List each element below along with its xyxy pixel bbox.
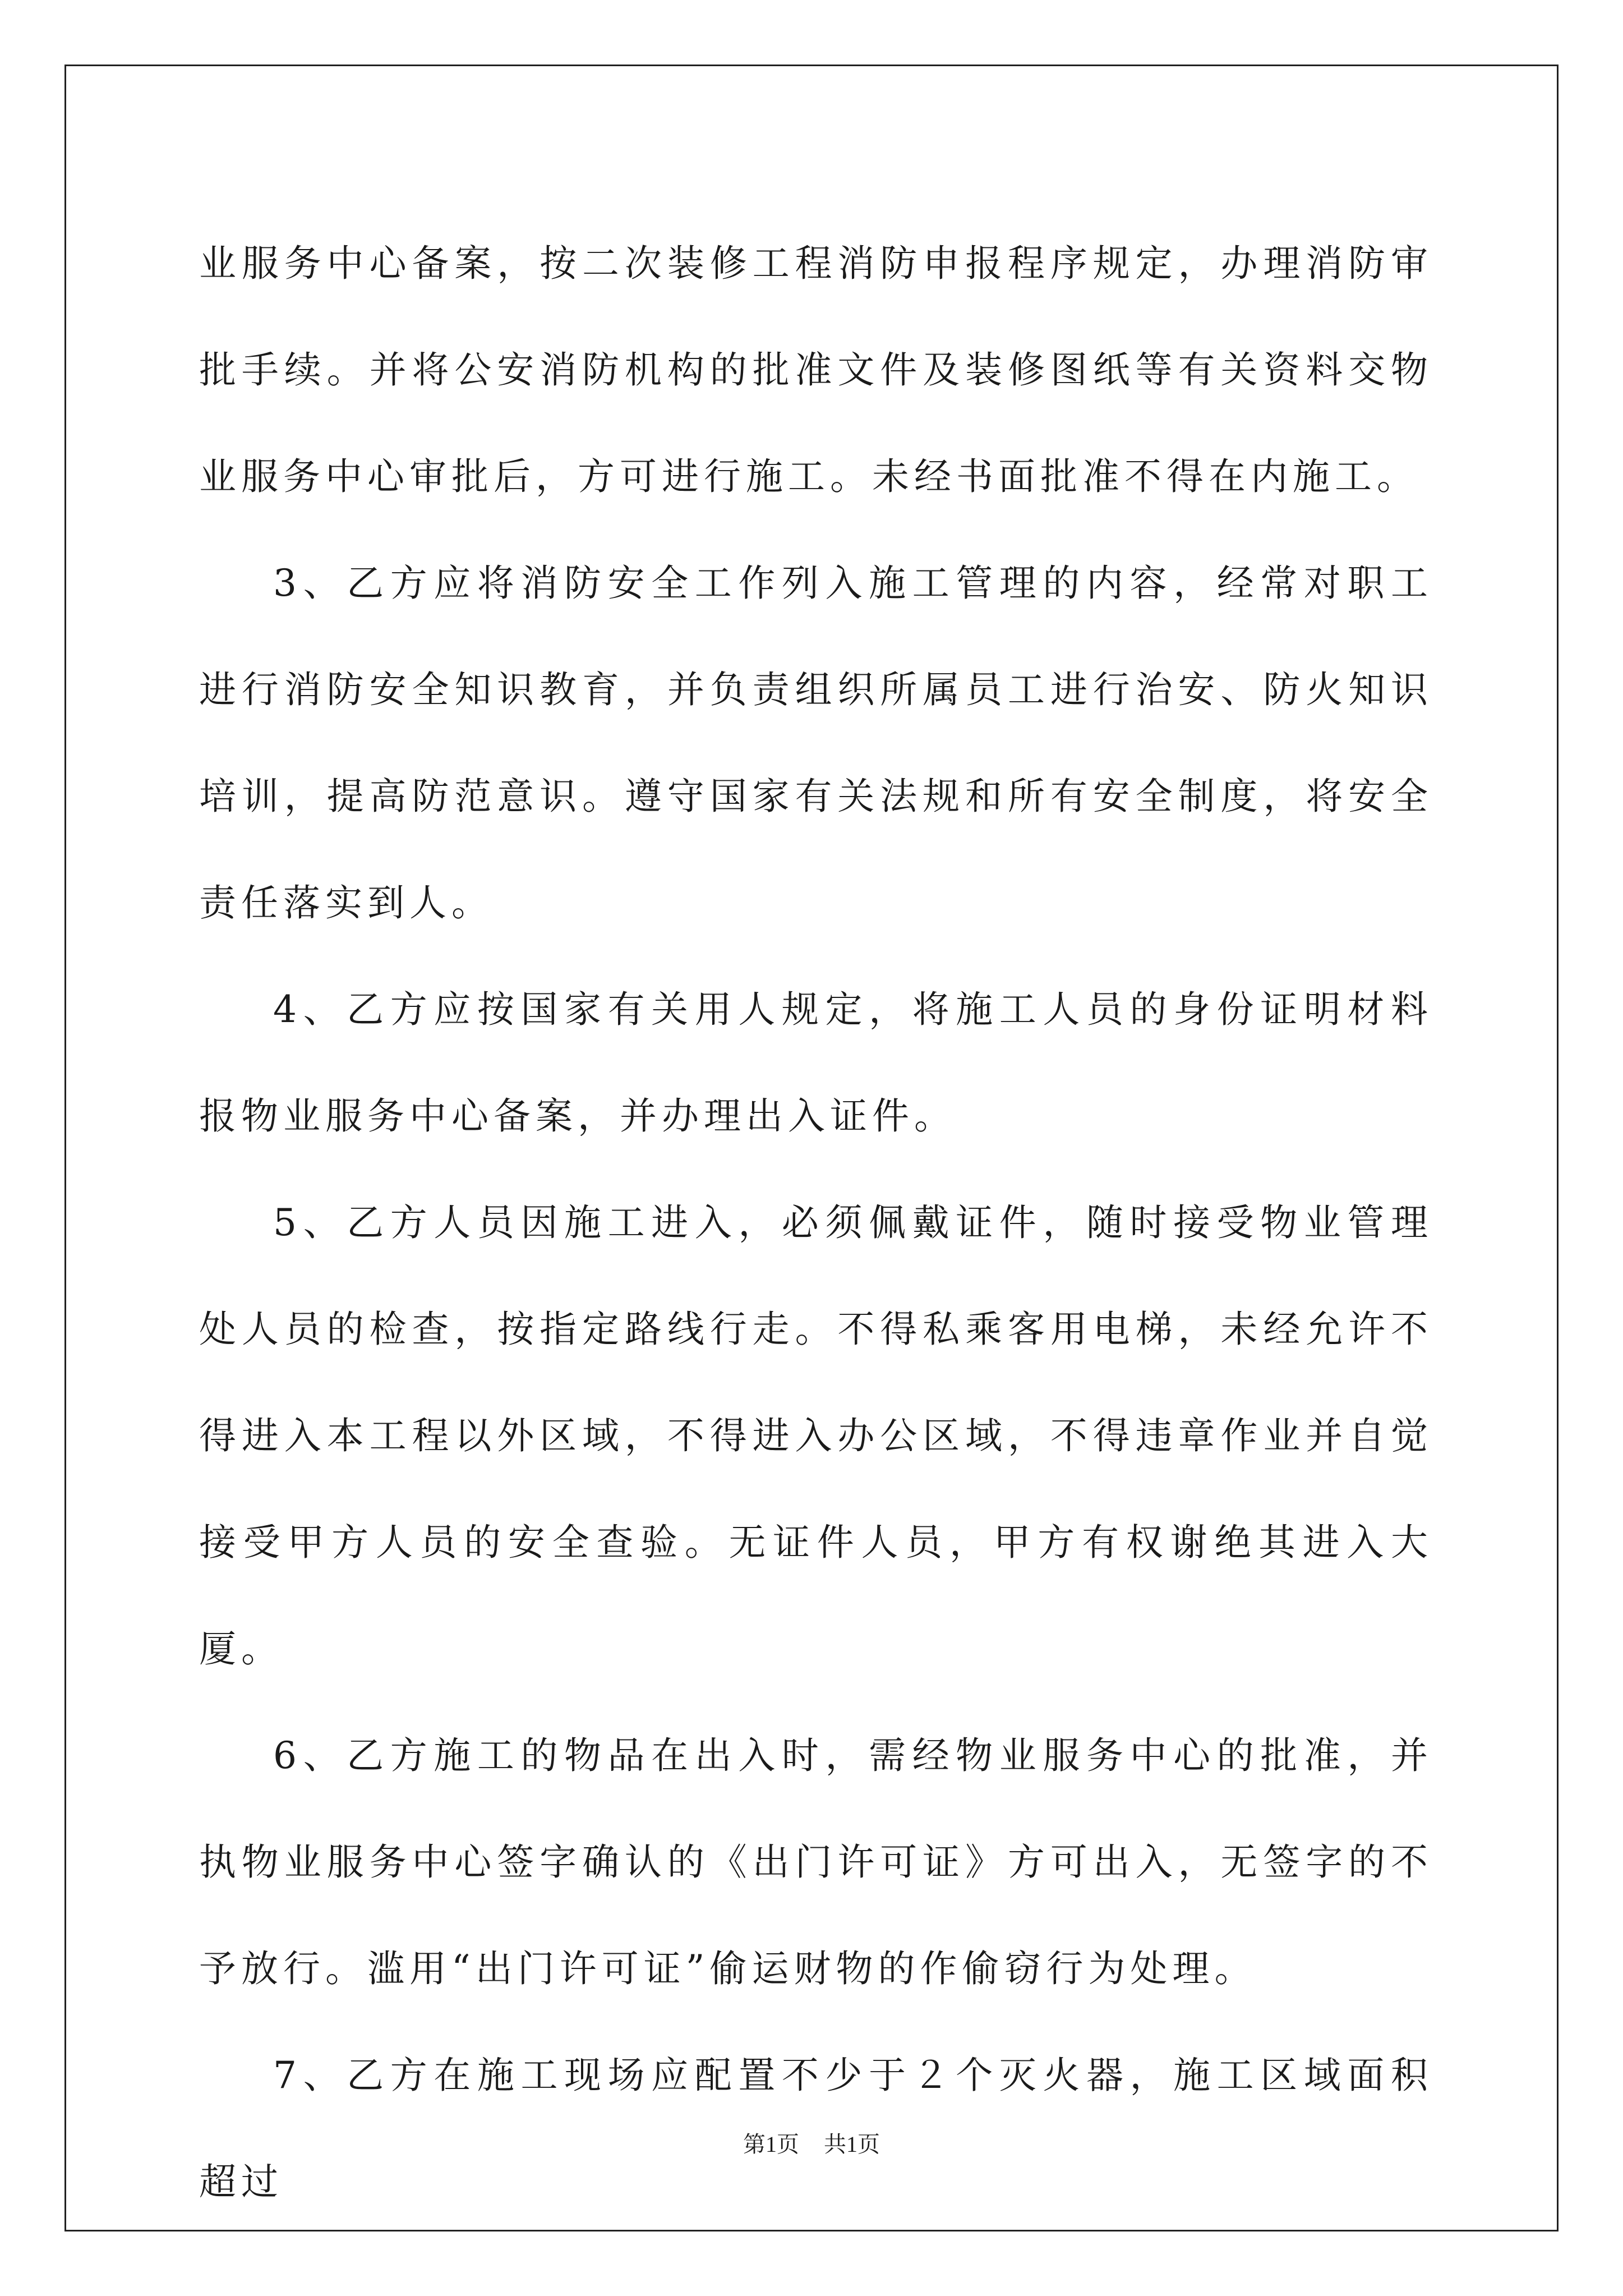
page-footer <box>0 2131 1623 2159</box>
paragraph-item-7: 7、乙方在施工现场应配置不少于２个灭火器，施工区域面积超过 <box>199 2054 1433 2203</box>
paragraph-continuation: 业服务中心备案，按二次装修工程消防申报程序规定，办理消防审批手续。并将公安消防机构的批准文件及装修图纸等有关资料交物业服务中心审批后，方可进行施工。未经书面批准不得在内施工。 <box>199 242 1433 498</box>
paragraph-item-6: 6、乙方施工的物品在出入时，需经物业服务中心的批准，并执物业服务中心签字确认的《出门许可证》方可出入，无签字的不予放行。滥用“出门许可证”偷运财物的作偷窃行为处理。 <box>199 1734 1433 1990</box>
page-number: 第1页 <box>743 2132 799 2157</box>
page-total: 共1页 <box>824 2132 880 2157</box>
document-body <box>199 210 1433 2235</box>
paragraph-item-4: 4、乙方应按国家有关用人规定，将施工人员的身份证明材料报物业服务中心备案，并办理出入证件。 <box>199 988 1433 1138</box>
paragraph-item-3: 3、乙方应将消防安全工作列入施工管理的内容，经常对职工进行消防安全知识教育，并负责组织所属员工进行治安、防火知识培训，提高防范意识。遵守国家有关法规和所有安全制度，将安全责任落实到人。 <box>199 562 1433 924</box>
paragraph-item-5: 5、乙方人员因施工进入，必须佩戴证件，随时接受物业管理处人员的检查，按指定路线行走。不得私乘客用电梯，未经允许不得进入本工程以外区域，不得进入办公区域，不得违章作业并自觉接受甲方人员的安全查验。无证件人员，甲方有权谢绝其进入大厦。 <box>199 1201 1433 1671</box>
